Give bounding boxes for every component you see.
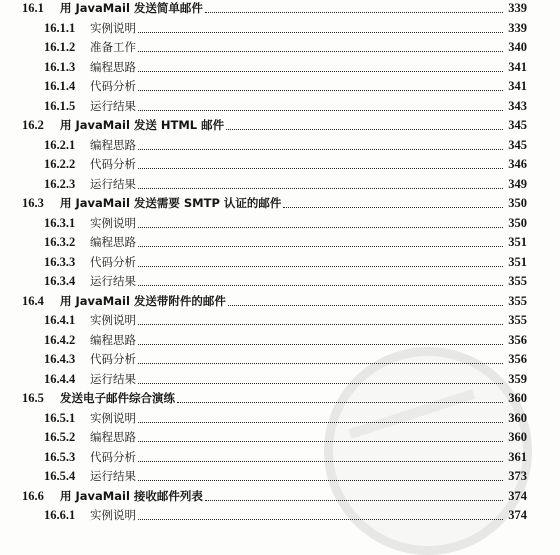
entry-title: 实例说明 bbox=[90, 410, 136, 425]
dot-leader bbox=[138, 461, 503, 462]
entry-page: 339 bbox=[508, 20, 527, 35]
entry-title: 运行结果 bbox=[90, 274, 136, 288]
entry-page: 355 bbox=[508, 313, 527, 327]
entry-title: 运行结果 bbox=[90, 98, 136, 113]
entry-number: 16.4.3 bbox=[44, 352, 76, 366]
entry-page: 350 bbox=[508, 215, 527, 230]
entry-title: 运行结果 bbox=[90, 469, 136, 483]
entry-title: 运行结果 bbox=[90, 176, 136, 191]
entry-number: 16.1.2 bbox=[44, 40, 76, 54]
entry-page: 355 bbox=[508, 274, 527, 288]
toc-entry[interactable] bbox=[22, 484, 527, 504]
toc-entry[interactable] bbox=[44, 211, 527, 231]
entry-number: 16.3.1 bbox=[44, 215, 76, 230]
entry-title: 实例说明 bbox=[90, 20, 136, 35]
dot-leader bbox=[138, 188, 503, 189]
entry-number: 16.2.2 bbox=[44, 157, 76, 171]
entry-page: 356 bbox=[508, 332, 527, 347]
entry-page: 360 bbox=[508, 410, 527, 425]
entry-title: 实例说明 bbox=[90, 313, 136, 327]
entry-page: 351 bbox=[508, 254, 527, 269]
entry-title: 用 JavaMail 接收邮件列表 bbox=[60, 488, 203, 503]
toc-entry[interactable] bbox=[22, 289, 527, 309]
entry-page: 341 bbox=[508, 59, 527, 74]
entry-page: 339 bbox=[508, 1, 527, 15]
dot-leader bbox=[138, 51, 503, 52]
dot-leader bbox=[138, 90, 503, 91]
entry-title: 用 JavaMail 发送带附件的邮件 bbox=[60, 293, 226, 308]
dot-leader bbox=[177, 402, 503, 403]
entry-number: 16.2.3 bbox=[44, 176, 76, 191]
dot-leader bbox=[226, 129, 503, 130]
entry-number: 16.5.3 bbox=[44, 449, 76, 464]
dot-leader bbox=[205, 12, 503, 13]
entry-number: 16.2.1 bbox=[44, 137, 76, 152]
dot-leader bbox=[138, 32, 503, 33]
entry-title: 编程思路 bbox=[90, 235, 136, 249]
toc-entry[interactable] bbox=[44, 94, 527, 114]
entry-title: 编程思路 bbox=[90, 430, 136, 444]
entry-title: 代码分析 bbox=[90, 352, 136, 366]
entry-title: 编程思路 bbox=[90, 59, 136, 74]
toc-entry[interactable] bbox=[44, 328, 527, 348]
entry-number: 16.1.1 bbox=[44, 20, 76, 35]
dot-leader bbox=[138, 168, 503, 169]
entry-number: 16.5.1 bbox=[44, 410, 76, 425]
toc-entry[interactable] bbox=[22, 0, 527, 16]
toc-entry[interactable] bbox=[44, 74, 527, 94]
dot-leader bbox=[283, 207, 503, 208]
toc-entry[interactable] bbox=[44, 172, 527, 192]
dot-leader bbox=[205, 500, 503, 501]
entry-number: 16.6 bbox=[22, 488, 44, 503]
entry-title: 发送电子邮件综合演练 bbox=[60, 391, 175, 405]
dot-leader bbox=[138, 519, 503, 520]
entry-page: 350 bbox=[508, 196, 527, 210]
entry-title: 代码分析 bbox=[90, 254, 136, 269]
entry-number: 16.5 bbox=[22, 391, 44, 405]
entry-page: 356 bbox=[508, 352, 527, 366]
entry-number: 16.1.3 bbox=[44, 59, 76, 74]
toc-entry[interactable] bbox=[44, 425, 527, 445]
entry-page: 341 bbox=[508, 79, 527, 93]
entry-title: 代码分析 bbox=[90, 79, 136, 93]
entry-page: 360 bbox=[508, 391, 527, 405]
entry-title: 代码分析 bbox=[90, 157, 136, 171]
dot-leader bbox=[138, 285, 503, 286]
entry-page: 343 bbox=[508, 98, 527, 113]
entry-title: 编程思路 bbox=[90, 332, 136, 347]
toc-entry[interactable] bbox=[44, 152, 527, 172]
entry-title: 运行结果 bbox=[90, 371, 136, 386]
entry-number: 16.4.4 bbox=[44, 371, 76, 386]
dot-leader bbox=[138, 480, 503, 481]
entry-number: 16.6.1 bbox=[44, 508, 76, 522]
dot-leader bbox=[138, 441, 503, 442]
dot-leader bbox=[228, 305, 503, 306]
dot-leader bbox=[138, 149, 503, 150]
dot-leader bbox=[138, 383, 503, 384]
entry-page: 359 bbox=[508, 371, 527, 386]
entry-number: 16.5.4 bbox=[44, 469, 76, 483]
entry-page: 374 bbox=[508, 508, 527, 522]
toc-entry[interactable] bbox=[44, 464, 527, 484]
toc-entry[interactable] bbox=[44, 35, 527, 55]
entry-number: 16.4.2 bbox=[44, 332, 76, 347]
entry-number: 16.2 bbox=[22, 118, 44, 132]
dot-leader bbox=[138, 246, 503, 247]
entry-page: 345 bbox=[508, 118, 527, 132]
entry-title: 代码分析 bbox=[90, 449, 136, 464]
entry-number: 16.1.5 bbox=[44, 98, 76, 113]
toc-entry[interactable] bbox=[44, 445, 527, 465]
entry-page: 374 bbox=[508, 488, 527, 503]
entry-number: 16.5.2 bbox=[44, 430, 76, 444]
entry-number: 16.1 bbox=[22, 1, 44, 15]
entry-number: 16.3.4 bbox=[44, 274, 76, 288]
entry-page: 355 bbox=[508, 293, 527, 308]
entry-number: 16.3.2 bbox=[44, 235, 76, 249]
entry-number: 16.4 bbox=[22, 293, 44, 308]
toc-entry[interactable] bbox=[22, 386, 527, 406]
entry-page: 361 bbox=[508, 449, 527, 464]
entry-page: 360 bbox=[508, 430, 527, 444]
toc-entry[interactable] bbox=[44, 367, 527, 387]
dot-leader bbox=[138, 266, 503, 267]
toc-entry[interactable] bbox=[44, 269, 527, 289]
entry-page: 340 bbox=[508, 40, 527, 54]
entry-number: 16.4.1 bbox=[44, 313, 76, 327]
entry-title: 准备工作 bbox=[90, 40, 136, 54]
toc-entry[interactable] bbox=[44, 503, 527, 523]
entry-title: 用 JavaMail 发送需要 SMTP 认证的邮件 bbox=[60, 196, 282, 210]
dot-leader bbox=[138, 71, 503, 72]
toc-entry[interactable] bbox=[44, 250, 527, 270]
toc-entry[interactable] bbox=[44, 133, 527, 153]
toc-entry[interactable] bbox=[44, 16, 527, 36]
toc-entry[interactable] bbox=[44, 230, 527, 250]
entry-title: 实例说明 bbox=[90, 508, 136, 522]
entry-page: 346 bbox=[508, 157, 527, 171]
entry-title: 编程思路 bbox=[90, 137, 136, 152]
entry-number: 16.3 bbox=[22, 196, 44, 210]
toc-entry[interactable] bbox=[44, 308, 527, 328]
entry-title: 用 JavaMail 发送 HTML 邮件 bbox=[60, 118, 225, 132]
entry-number: 16.3.3 bbox=[44, 254, 76, 269]
toc-entry[interactable] bbox=[22, 113, 527, 133]
entry-title: 实例说明 bbox=[90, 215, 136, 230]
entry-title: 用 JavaMail 发送简单邮件 bbox=[60, 1, 203, 15]
dot-leader bbox=[138, 227, 503, 228]
dot-leader bbox=[138, 363, 503, 364]
entry-page: 351 bbox=[508, 235, 527, 249]
toc-entry[interactable] bbox=[44, 406, 527, 426]
entry-page: 349 bbox=[508, 176, 527, 191]
toc-entry[interactable] bbox=[44, 55, 527, 75]
dot-leader bbox=[138, 324, 503, 325]
entry-number: 16.1.4 bbox=[44, 79, 76, 93]
dot-leader bbox=[138, 344, 503, 345]
entry-page: 373 bbox=[508, 469, 527, 483]
entry-page: 345 bbox=[508, 137, 527, 152]
dot-leader bbox=[138, 422, 503, 423]
toc-entry[interactable] bbox=[22, 191, 527, 211]
dot-leader bbox=[138, 110, 503, 111]
toc-entry[interactable] bbox=[44, 347, 527, 367]
